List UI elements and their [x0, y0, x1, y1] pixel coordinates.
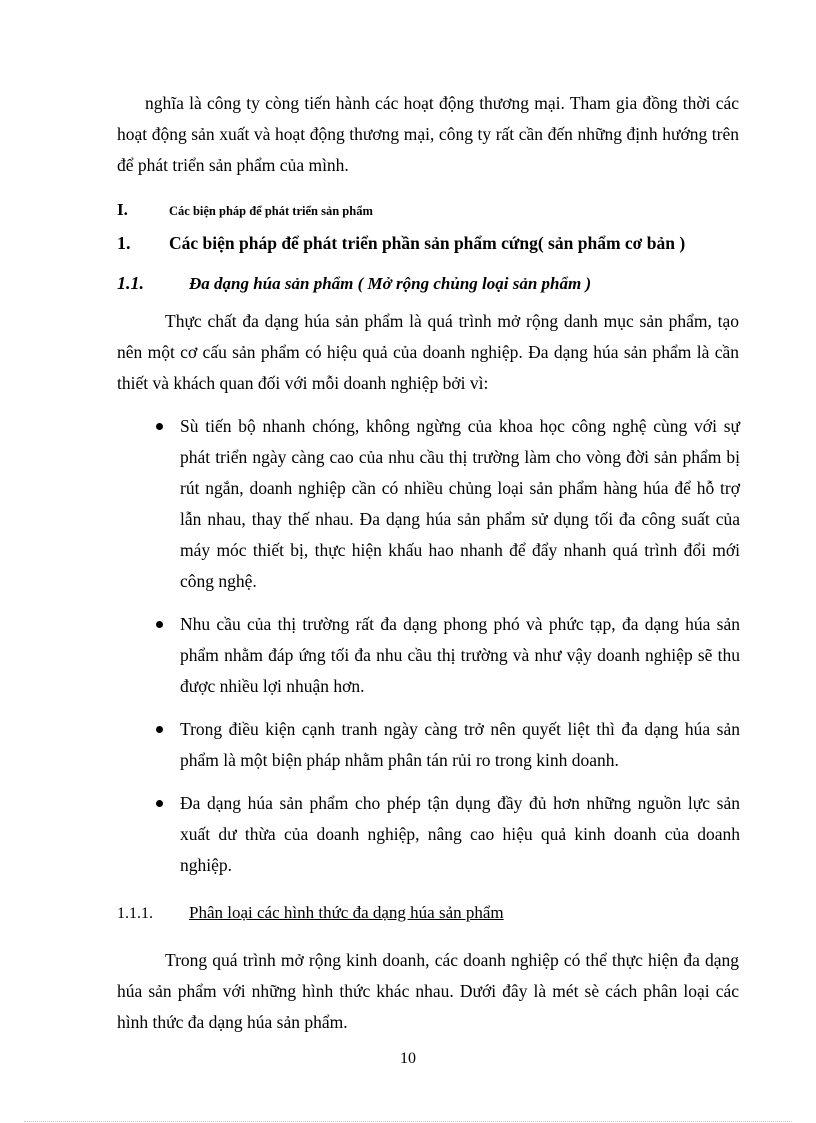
body-paragraph: Thực chất đa dạng húa sản phẩm là quá trình mở rộng danh mục sản phẩm, tạo nên một cơ cấu sản phẩm có hiệu quả của doanh nghiệp. Đa dạng húa sản phẩm là cần thiết và khách quan đối với mỗi doanh nghiệp bởi vì: [117, 311, 739, 393]
page-number: 10 [400, 1050, 416, 1067]
bullet-icon [156, 800, 163, 807]
section-number: I. [117, 200, 128, 219]
list-item [160, 788, 740, 881]
body-paragraph: Trong quá trình mở rộng kinh doanh, các doanh nghiệp có thể thực hiện đa dạng húa sản phẩm với những hình thức khác nhau. Dưới đây là mét sè cách phân loại các hình thức đa dạng húa sản phẩm. [117, 950, 739, 1032]
list-item [160, 411, 740, 597]
section-number: 1. [117, 233, 131, 253]
section-number: 1.1.1. [117, 905, 153, 922]
list-item-text: Nhu cầu của thị trường rất đa dạng phong phó và phức tạp, đa dạng húa sản phẩm nhằm đáp ứng tối đa nhu cầu thị trường và như vậy doanh nghiệp sẽ thu được nhiều lợi nhuận hơn. [180, 614, 740, 696]
section-number: 1.1. [117, 273, 144, 293]
section-heading-level3 [117, 273, 757, 294]
list-item-text: Sù tiến bộ nhanh chóng, không ngừng của khoa học công nghệ cùng với sự phát triển ngày càng cao của nhu cầu thị trường làm cho vòng đời sản phẩm bị rút ngắn, doanh nghiệp cần có nhiều chủng loại sản phẩm hàng húa để hỗ trợ lẫn nhau, thay thế nhau. Đa dạng húa sản phẩm sử dụng tối đa công suất của máy móc thiết bị, thực hiện khấu hao nhanh để đẩy nhanh quá trình đổi mới công nghệ. [180, 416, 740, 591]
intro-paragraph: nghĩa là công ty còng tiến hành các hoạt động thương mại. Tham gia đồng thời các hoạt động sản xuất và hoạt động thương mại, công ty rất cần đến những định hướng trên để phát triển sản phẩm của mình. [117, 93, 739, 175]
page-bottom-divider [24, 1121, 792, 1122]
bullet-icon [156, 621, 163, 628]
section-title: Các biện pháp để phát triển sản phẩm [169, 204, 373, 218]
section-title: Phân loại các hình thức đa dạng húa sản phẩm [189, 903, 504, 922]
bullet-icon [156, 726, 163, 733]
section-title: Các biện pháp để phát triển phần sản phẩm cứng( sản phẩm cơ bản ) [169, 233, 686, 253]
section-title: Đa dạng húa sản phẩm ( Mở rộng chủng loại sản phẩm ) [189, 274, 592, 293]
list-item-text: Đa dạng húa sản phẩm cho phép tận dụng đầy đủ hơn những nguồn lực sản xuất dư thừa của doanh nghiệp, nâng cao hiệu quả kinh doanh của doanh nghiệp. [180, 793, 740, 875]
list-item-text: Trong điều kiện cạnh tranh ngày càng trở nên quyết liệt thì đa dạng húa sản phẩm là một biện pháp nhằm phân tán rủi ro trong kinh doanh. [180, 719, 740, 770]
bullet-icon [156, 423, 163, 430]
list-item [160, 609, 740, 702]
section-heading-level4 [117, 903, 757, 923]
section-heading-level1 [117, 200, 757, 220]
bullet-list [160, 411, 740, 893]
list-item [160, 714, 740, 776]
section-heading-level2 [117, 233, 757, 254]
